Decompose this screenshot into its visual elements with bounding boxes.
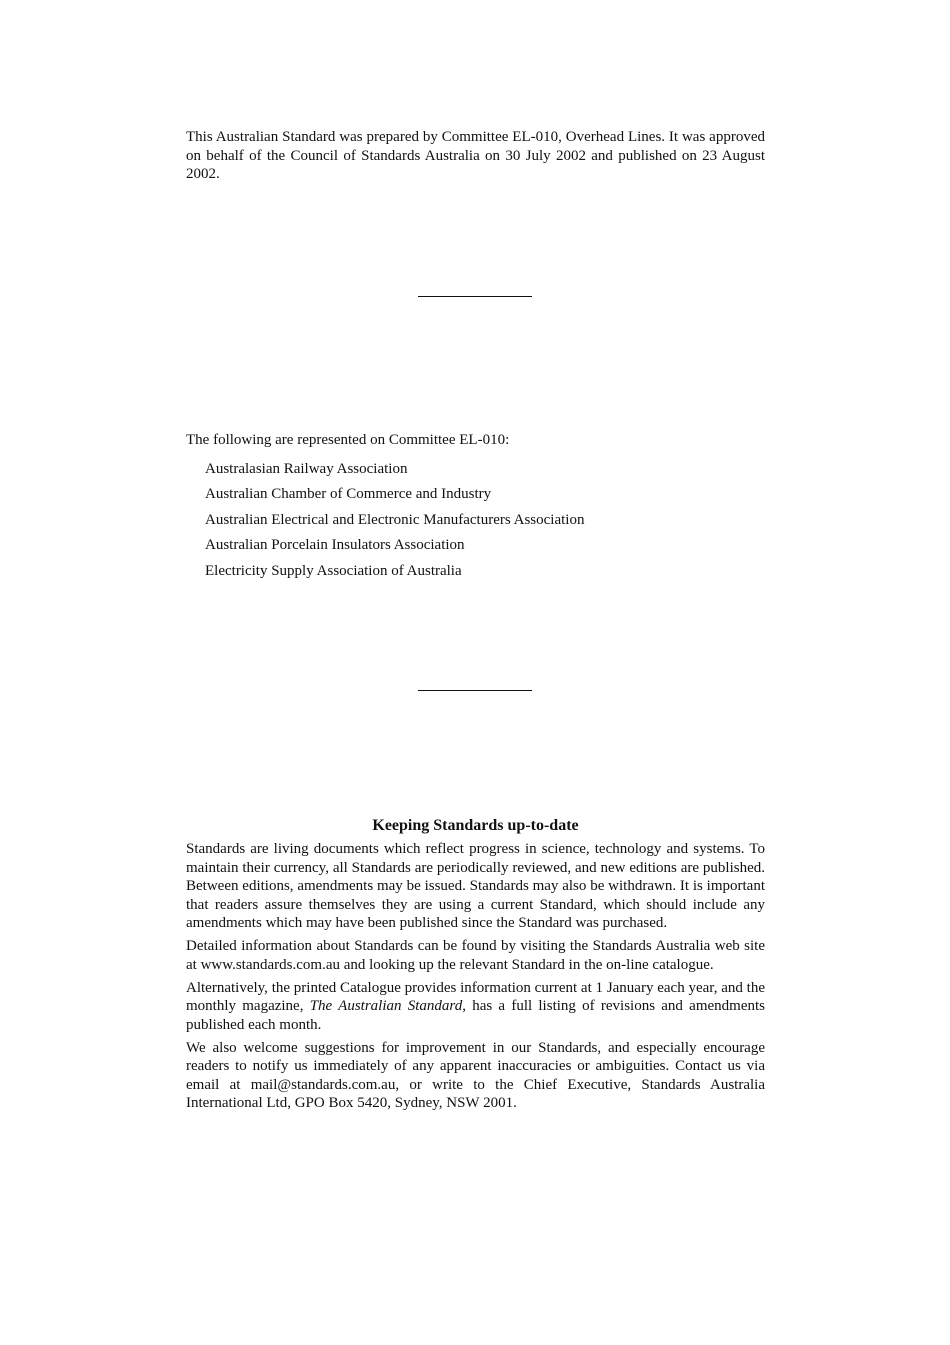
committee-member-list — [186, 457, 765, 585]
committee-intro: The following are represented on Committee EL-010: — [186, 432, 510, 448]
paragraph-text: Alternatively, the printed Catalogue provides information current at 1 January each year, and the monthly magazine, — [186, 979, 765, 1014]
section-heading: Keeping Standards up-to-date — [372, 817, 579, 834]
committee-section — [186, 431, 765, 584]
committee-member: Electricity Supply Association of Australia — [205, 562, 462, 579]
paragraph: We also welcome suggestions for improvement in our Standards, and especially encourage readers to notify us immediately of any apparent inaccuracies or ambiguities. Contact us via email at mail@standards.com.au, or write to the Chief Executive, Standards Australia International Ltd, GPO Box 5420, Sydney, NSW 2001. — [186, 1039, 765, 1111]
keeping-standards-section — [186, 816, 765, 1117]
section-divider — [418, 296, 532, 297]
committee-member: Australian Chamber of Commerce and Industry — [205, 486, 492, 503]
committee-member: Australian Electrical and Electronic Manufacturers Association — [205, 511, 585, 528]
paragraph-text: , has a full listing of revisions and amendments published each month. — [186, 998, 765, 1033]
publication-title: The Australian Standard — [309, 998, 463, 1014]
section-divider — [418, 690, 532, 691]
paragraph: Standards are living documents which reflect progress in science, technology and systems. To maintain their currency, all Standards are periodically reviewed, and new editions are published. Between editions, amendments may be issued. Standards may also be withdrawn. It is important that readers assure themselves they are using a current Standard, which should include any amendments which may have been published since the Standard was purchased. — [186, 841, 765, 931]
preparation-section — [186, 128, 765, 184]
preparation-note: This Australian Standard was prepared by Committee EL-010, Overhead Lines. It was approved on behalf of the Council of Standards Australia on 30 July 2002 and published on 23 August 2002. — [186, 129, 765, 182]
committee-member: Australasian Railway Association — [205, 460, 408, 477]
paragraph — [186, 979, 765, 1035]
paragraph: Detailed information about Standards can be found by visiting the Standards Australia web site at www.standards.com.au and looking up the relevant Standard in the on-line catalogue. — [186, 938, 765, 973]
committee-member: Australian Porcelain Insulators Association — [205, 537, 465, 554]
